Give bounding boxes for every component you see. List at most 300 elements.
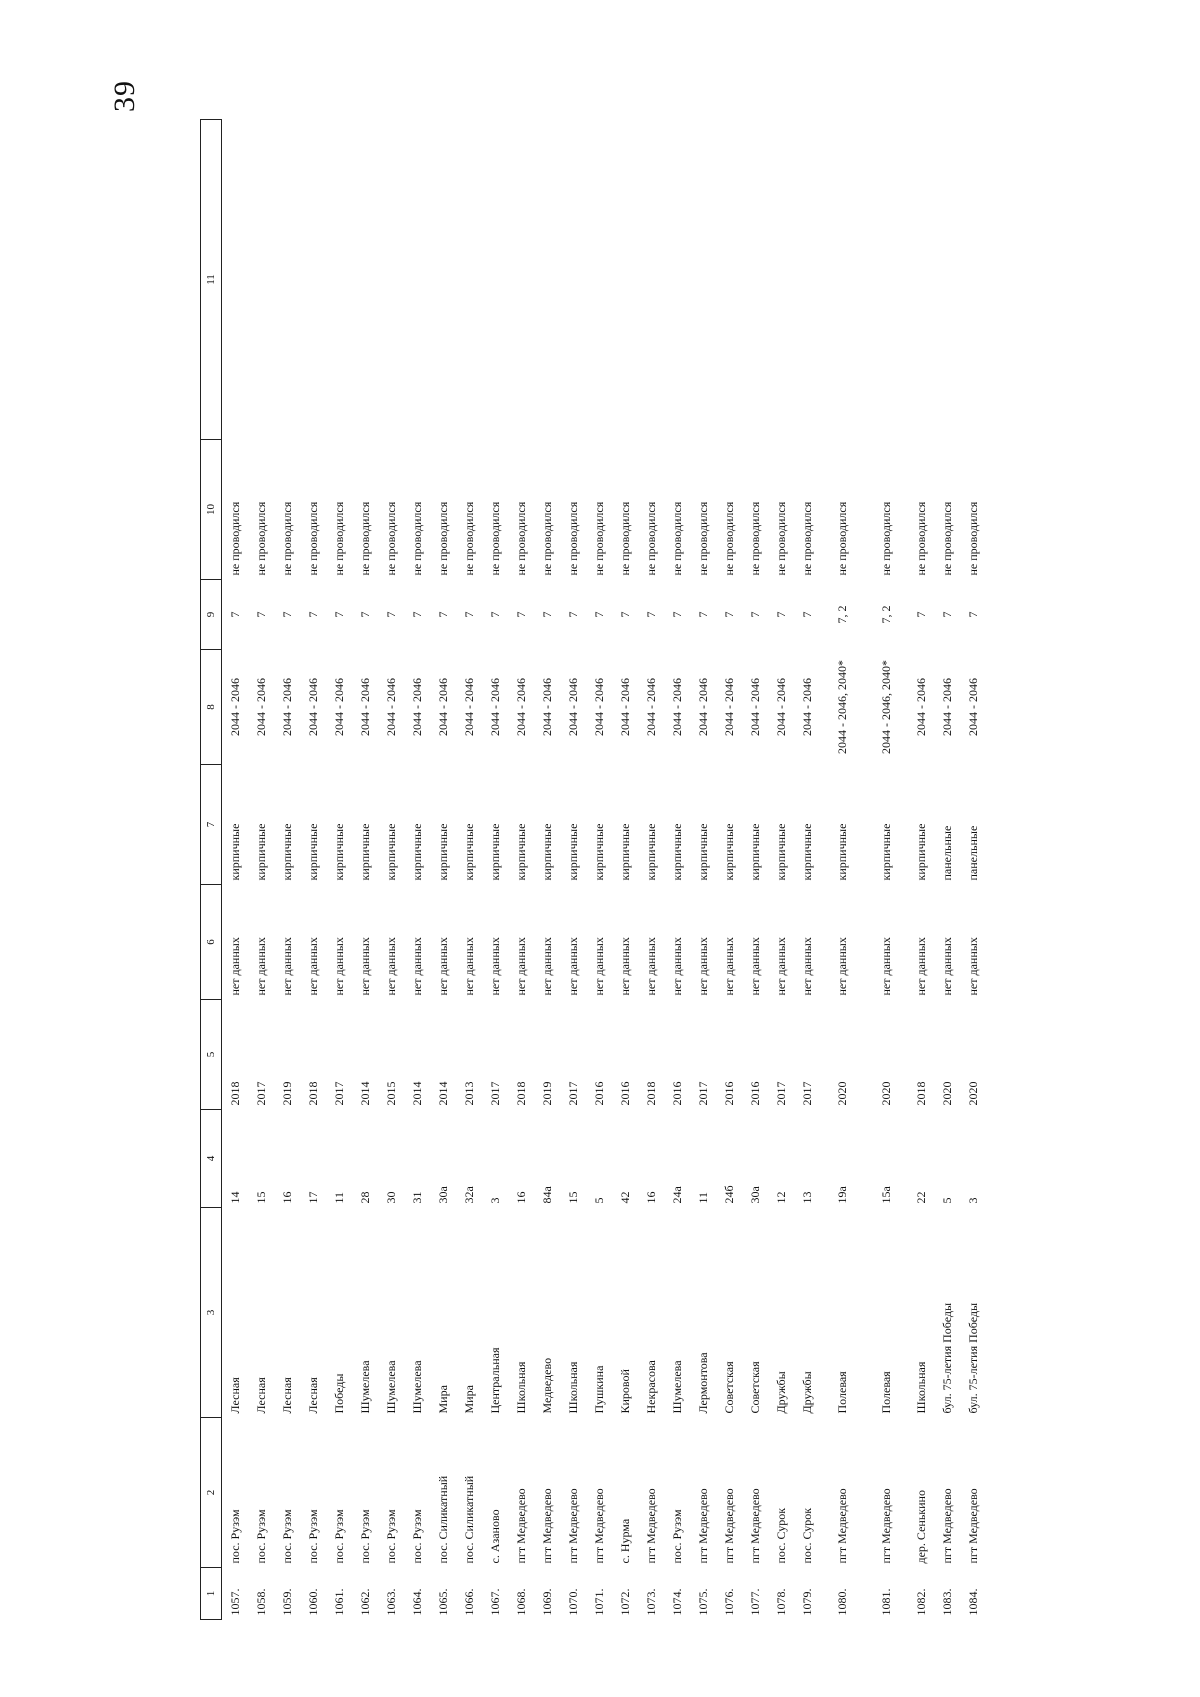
table-row [768, 120, 794, 1620]
year-built-cell: 2017 [695, 1081, 710, 1106]
year-built-cell: 2013 [461, 1081, 476, 1106]
street-cell: Шумелева [669, 1360, 684, 1414]
survey-status-cell: не проводился [409, 501, 424, 576]
row-number-cell: 1082. [913, 1588, 928, 1616]
table-row [716, 120, 742, 1620]
repair-period-cell: 2044 - 2046 [461, 678, 476, 736]
settlement-cell: пгт Медведево [643, 1488, 658, 1564]
wall-material-cell: кирпичные [721, 823, 736, 881]
survey-status-cell: не проводился [383, 501, 398, 576]
row-number-cell: 1059. [279, 1588, 294, 1616]
work-type-cell: 7 [617, 611, 632, 618]
year-built-cell: 2018 [513, 1081, 528, 1106]
table-row [378, 120, 404, 1620]
wear-data-cell: нет данных [913, 937, 928, 996]
settlement-cell: пос. Рузэм [305, 1509, 320, 1564]
repair-period-cell: 2044 - 2046 [965, 678, 980, 736]
repair-period-cell: 2044 - 2046 [331, 678, 346, 736]
settlement-cell: пгт Медведево [965, 1488, 980, 1564]
wear-data-cell: нет данных [513, 937, 528, 996]
work-type-cell: 7 [565, 611, 580, 618]
wear-data-cell: нет данных [227, 937, 242, 996]
survey-status-cell: не проводился [331, 501, 346, 576]
repair-period-cell: 2044 - 2046 [357, 678, 372, 736]
house-number-cell: 16 [513, 1191, 528, 1204]
house-number-cell: 5 [939, 1197, 954, 1204]
wall-material-cell: панельные [939, 825, 954, 881]
work-type-cell: 7 [409, 611, 424, 618]
street-cell: Лермонтова [695, 1352, 710, 1414]
repair-period-cell: 2044 - 2046 [279, 678, 294, 736]
note-cell [352, 120, 378, 440]
wall-material-cell: кирпичные [435, 823, 450, 881]
street-cell: Шумелева [409, 1360, 424, 1414]
wear-data-cell: нет данных [834, 937, 849, 996]
work-type-cell: 7 [305, 611, 320, 618]
note-cell [960, 120, 986, 440]
work-type-cell: 7 [939, 611, 954, 618]
wear-data-cell: нет данных [487, 937, 502, 996]
row-number-cell: 1077. [747, 1588, 762, 1616]
wear-data-cell: нет данных [773, 937, 788, 996]
year-built-cell: 2017 [773, 1081, 788, 1106]
repair-period-cell: 2044 - 2046 [939, 678, 954, 736]
year-built-cell: 2014 [435, 1081, 450, 1106]
note-cell [534, 120, 560, 440]
note-cell [820, 120, 864, 440]
street-cell: Победы [331, 1373, 346, 1414]
work-type-cell: 7 [435, 611, 450, 618]
note-cell [508, 120, 534, 440]
wear-data-cell: нет данных [305, 937, 320, 996]
repair-period-cell: 2044 - 2046 [643, 678, 658, 736]
wall-material-cell: кирпичные [834, 823, 849, 881]
street-cell: Кировой [617, 1369, 632, 1414]
settlement-cell: пос. Сурок [773, 1507, 788, 1564]
year-built-cell: 2020 [939, 1081, 954, 1106]
street-cell: Полевая [878, 1371, 893, 1414]
wear-data-cell: нет данных [591, 937, 606, 996]
year-built-cell: 2018 [227, 1081, 242, 1106]
table-row [326, 120, 352, 1620]
survey-status-cell: не проводился [721, 501, 736, 576]
survey-status-cell: не проводился [539, 501, 554, 576]
survey-status-cell: не проводился [799, 501, 814, 576]
wear-data-cell: нет данных [695, 937, 710, 996]
work-type-cell: 7, 2 [834, 605, 849, 624]
row-number-cell: 1058. [253, 1588, 268, 1616]
settlement-cell: пгт Медведево [591, 1488, 606, 1564]
rotated-table-sheet [200, 120, 1020, 1620]
street-cell: Школьная [565, 1361, 580, 1414]
settlement-cell: с. Азаново [487, 1509, 502, 1564]
column-header: 10 [201, 440, 222, 580]
year-built-cell: 2020 [878, 1081, 893, 1106]
repair-period-cell: 2044 - 2046 [695, 678, 710, 736]
settlement-cell: пгт Медведево [565, 1488, 580, 1564]
house-number-cell: 11 [331, 1191, 346, 1204]
repair-period-cell: 2044 - 2046, 2040* [878, 660, 893, 754]
street-cell: Лесная [227, 1377, 242, 1414]
wall-material-cell: кирпичные [591, 823, 606, 881]
street-cell: Шумелева [383, 1360, 398, 1414]
column-header: 4 [201, 1110, 222, 1208]
note-cell [456, 120, 482, 440]
wall-material-cell: кирпичные [409, 823, 424, 881]
repair-period-cell: 2044 - 2046 [539, 678, 554, 736]
table-row [300, 120, 326, 1620]
house-number-cell: 22 [913, 1191, 928, 1204]
year-built-cell: 2016 [721, 1081, 736, 1106]
street-cell: Полевая [834, 1371, 849, 1414]
year-built-cell: 2016 [591, 1081, 606, 1106]
row-number-cell: 1075. [695, 1588, 710, 1616]
note-cell [248, 120, 274, 440]
note-cell [664, 120, 690, 440]
house-number-cell: 5 [591, 1197, 606, 1204]
settlement-cell: пгт Медведево [834, 1488, 849, 1564]
work-type-cell: 7 [643, 611, 658, 618]
wall-material-cell: панельные [965, 825, 980, 881]
work-type-cell: 7 [591, 611, 606, 618]
work-type-cell: 7 [747, 611, 762, 618]
work-type-cell: 7 [965, 611, 980, 618]
settlement-cell: пгт Медведево [747, 1488, 762, 1564]
repair-period-cell: 2044 - 2046 [773, 678, 788, 736]
repair-period-cell: 2044 - 2046 [913, 678, 928, 736]
house-number-cell: 24б [721, 1185, 736, 1204]
year-built-cell: 2016 [617, 1081, 632, 1106]
row-number-cell: 1081. [878, 1588, 893, 1616]
survey-status-cell: не проводился [617, 501, 632, 576]
survey-status-cell: не проводился [695, 501, 710, 576]
table-header [201, 120, 222, 1620]
repair-period-cell: 2044 - 2046 [409, 678, 424, 736]
row-number-cell: 1078. [773, 1588, 788, 1616]
row-number-cell: 1071. [591, 1588, 606, 1616]
house-number-cell: 30а [435, 1186, 450, 1204]
note-cell [300, 120, 326, 440]
table-row [864, 120, 908, 1620]
survey-status-cell: не проводился [669, 501, 684, 576]
street-cell: Лесная [305, 1377, 320, 1414]
street-cell: Советская [721, 1361, 736, 1414]
year-built-cell: 2019 [539, 1081, 554, 1106]
survey-status-cell: не проводился [279, 501, 294, 576]
house-number-cell: 15 [253, 1191, 268, 1204]
row-number-cell: 1067. [487, 1588, 502, 1616]
row-number-cell: 1063. [383, 1588, 398, 1616]
wear-data-cell: нет данных [331, 937, 346, 996]
row-number-cell: 1065. [435, 1588, 450, 1616]
column-header: 11 [201, 120, 222, 440]
house-number-cell: 14 [227, 1191, 242, 1204]
table-row [908, 120, 934, 1620]
wall-material-cell: кирпичные [669, 823, 684, 881]
street-cell: Шумелева [357, 1360, 372, 1414]
table-row [352, 120, 378, 1620]
wall-material-cell: кирпичные [747, 823, 762, 881]
house-number-cell: 16 [279, 1191, 294, 1204]
wall-material-cell: кирпичные [357, 823, 372, 881]
survey-status-cell: не проводился [747, 501, 762, 576]
table-row [508, 120, 534, 1620]
repair-period-cell: 2044 - 2046 [617, 678, 632, 736]
survey-status-cell: не проводился [834, 501, 849, 576]
year-built-cell: 2019 [279, 1081, 294, 1106]
wear-data-cell: нет данных [383, 937, 398, 996]
row-number-cell: 1066. [461, 1588, 476, 1616]
survey-status-cell: не проводился [513, 501, 528, 576]
wear-data-cell: нет данных [721, 937, 736, 996]
wear-data-cell: нет данных [409, 937, 424, 996]
year-built-cell: 2015 [383, 1081, 398, 1106]
wall-material-cell: кирпичные [461, 823, 476, 881]
survey-status-cell: не проводился [591, 501, 606, 576]
wall-material-cell: кирпичные [227, 823, 242, 881]
street-cell: Лесная [253, 1377, 268, 1414]
wear-data-cell: нет данных [539, 937, 554, 996]
settlement-cell: с. Нурма [617, 1518, 632, 1564]
header-row [201, 120, 222, 1620]
column-header: 6 [201, 885, 222, 1000]
survey-status-cell: не проводился [253, 501, 268, 576]
note-cell [404, 120, 430, 440]
table-row [960, 120, 986, 1620]
street-cell: Мира [461, 1385, 476, 1414]
settlement-cell: дер. Сенькино [913, 1490, 928, 1564]
settlement-cell: пос. Рузэм [279, 1509, 294, 1564]
repair-period-cell: 2044 - 2046 [487, 678, 502, 736]
wall-material-cell: кирпичные [513, 823, 528, 881]
wall-material-cell: кирпичные [305, 823, 320, 881]
note-cell [430, 120, 456, 440]
wear-data-cell: нет данных [253, 937, 268, 996]
house-number-cell: 12 [773, 1191, 788, 1204]
table-row [430, 120, 456, 1620]
year-built-cell: 2017 [487, 1081, 502, 1106]
survey-status-cell: не проводился [939, 501, 954, 576]
table-row [586, 120, 612, 1620]
settlement-cell: пос. Силикатный [461, 1475, 476, 1564]
year-built-cell: 2014 [409, 1081, 424, 1106]
settlement-cell: пос. Рузэм [253, 1509, 268, 1564]
house-number-cell: 15а [878, 1186, 893, 1204]
street-cell: Советская [747, 1361, 762, 1414]
house-number-cell: 84а [539, 1186, 554, 1204]
settlement-cell: пос. Рузэм [409, 1509, 424, 1564]
wear-data-cell: нет данных [617, 937, 632, 996]
house-number-cell: 42 [617, 1191, 632, 1204]
house-number-cell: 11 [695, 1191, 710, 1204]
note-cell [794, 120, 820, 440]
work-type-cell: 7 [331, 611, 346, 618]
column-header: 8 [201, 650, 222, 765]
wall-material-cell: кирпичные [773, 823, 788, 881]
row-number-cell: 1060. [305, 1588, 320, 1616]
repair-period-cell: 2044 - 2046 [253, 678, 268, 736]
wall-material-cell: кирпичные [913, 823, 928, 881]
year-built-cell: 2018 [305, 1081, 320, 1106]
table-row [794, 120, 820, 1620]
year-built-cell: 2020 [834, 1081, 849, 1106]
table-row [482, 120, 508, 1620]
note-cell [908, 120, 934, 440]
wall-material-cell: кирпичные [695, 823, 710, 881]
repair-period-cell: 2044 - 2046 [305, 678, 320, 736]
settlement-cell: пгт Медведево [721, 1488, 736, 1564]
note-cell [378, 120, 404, 440]
repair-period-cell: 2044 - 2046 [721, 678, 736, 736]
year-built-cell: 2016 [747, 1081, 762, 1106]
repair-period-cell: 2044 - 2046 [669, 678, 684, 736]
table-body [222, 120, 987, 1620]
row-number-cell: 1073. [643, 1588, 658, 1616]
survey-status-cell: не проводился [435, 501, 450, 576]
wear-data-cell: нет данных [669, 937, 684, 996]
street-cell: бул. 75-летия Победы [939, 1302, 954, 1414]
wear-data-cell: нет данных [747, 937, 762, 996]
table-row [742, 120, 768, 1620]
wear-data-cell: нет данных [279, 937, 294, 996]
street-cell: Школьная [913, 1361, 928, 1414]
repair-period-cell: 2044 - 2046 [383, 678, 398, 736]
year-built-cell: 2017 [565, 1081, 580, 1106]
wall-material-cell: кирпичные [487, 823, 502, 881]
settlement-cell: пгт Медведево [939, 1488, 954, 1564]
table-row [404, 120, 430, 1620]
work-type-cell: 7 [383, 611, 398, 618]
year-built-cell: 2014 [357, 1081, 372, 1106]
note-cell [690, 120, 716, 440]
wall-material-cell: кирпичные [617, 823, 632, 881]
street-cell: Медведево [539, 1357, 554, 1414]
street-cell: Дружбы [799, 1371, 814, 1414]
street-cell: Пушкина [591, 1365, 606, 1414]
wall-material-cell: кирпичные [878, 823, 893, 881]
column-header: 7 [201, 765, 222, 885]
year-built-cell: 2018 [913, 1081, 928, 1106]
table-row [534, 120, 560, 1620]
note-cell [716, 120, 742, 440]
wear-data-cell: нет данных [435, 937, 450, 996]
work-type-cell: 7 [279, 611, 294, 618]
note-cell [222, 120, 249, 440]
repair-period-cell: 2044 - 2046 [565, 678, 580, 736]
table-row [248, 120, 274, 1620]
repair-period-cell: 2044 - 2046 [799, 678, 814, 736]
survey-status-cell: не проводился [227, 501, 242, 576]
work-type-cell: 7 [773, 611, 788, 618]
work-type-cell: 7 [799, 611, 814, 618]
settlement-cell: пос. Рузэм [669, 1509, 684, 1564]
house-number-cell: 3 [487, 1197, 502, 1204]
survey-status-cell: не проводился [965, 501, 980, 576]
note-cell [768, 120, 794, 440]
table-row [274, 120, 300, 1620]
row-number-cell: 1057. [227, 1588, 242, 1616]
row-number-cell: 1079. [799, 1588, 814, 1616]
settlement-cell: пгт Медведево [513, 1488, 528, 1564]
row-number-cell: 1064. [409, 1588, 424, 1616]
table-row [690, 120, 716, 1620]
year-built-cell: 2020 [965, 1081, 980, 1106]
street-cell: Дружбы [773, 1371, 788, 1414]
house-number-cell: 15 [565, 1191, 580, 1204]
street-cell: Школьная [513, 1361, 528, 1414]
work-type-cell: 7 [461, 611, 476, 618]
street-cell: Некрасова [643, 1360, 658, 1414]
wall-material-cell: кирпичные [539, 823, 554, 881]
page-number: 39 [108, 80, 141, 112]
table-row [820, 120, 864, 1620]
survey-status-cell: не проводился [565, 501, 580, 576]
column-header: 5 [201, 1000, 222, 1110]
house-number-cell: 28 [357, 1191, 372, 1204]
survey-status-cell: не проводился [643, 501, 658, 576]
note-cell [742, 120, 768, 440]
column-header: 1 [201, 1568, 222, 1620]
table-row [456, 120, 482, 1620]
work-type-cell: 7 [695, 611, 710, 618]
survey-status-cell: не проводился [305, 501, 320, 576]
settlement-cell: пос. Рузэм [227, 1509, 242, 1564]
house-number-cell: 30 [383, 1191, 398, 1204]
survey-status-cell: не проводился [773, 501, 788, 576]
work-type-cell: 7 [253, 611, 268, 618]
table-row [934, 120, 960, 1620]
repair-period-cell: 2044 - 2046 [513, 678, 528, 736]
wall-material-cell: кирпичные [383, 823, 398, 881]
settlement-cell: пгт Медведево [878, 1488, 893, 1564]
repair-period-cell: 2044 - 2046 [227, 678, 242, 736]
settlement-cell: пос. Рузэм [331, 1509, 346, 1564]
house-number-cell: 30а [747, 1186, 762, 1204]
year-built-cell: 2016 [669, 1081, 684, 1106]
wear-data-cell: нет данных [939, 937, 954, 996]
house-number-cell: 16 [643, 1191, 658, 1204]
street-cell: Лесная [279, 1377, 294, 1414]
work-type-cell: 7 [721, 611, 736, 618]
house-number-cell: 17 [305, 1191, 320, 1204]
row-number-cell: 1080. [834, 1588, 849, 1616]
wear-data-cell: нет данных [643, 937, 658, 996]
house-number-cell: 32а [461, 1186, 476, 1204]
row-number-cell: 1072. [617, 1588, 632, 1616]
street-cell: Центральная [487, 1347, 502, 1414]
work-type-cell: 7 [357, 611, 372, 618]
note-cell [612, 120, 638, 440]
street-cell: бул. 75-летия Победы [965, 1302, 980, 1414]
survey-status-cell: не проводился [487, 501, 502, 576]
year-built-cell: 2018 [643, 1081, 658, 1106]
work-type-cell: 7, 2 [878, 605, 893, 624]
row-number-cell: 1084. [965, 1588, 980, 1616]
wear-data-cell: нет данных [461, 937, 476, 996]
survey-status-cell: не проводился [878, 501, 893, 576]
year-built-cell: 2017 [253, 1081, 268, 1106]
settlement-cell: пос. Силикатный [435, 1475, 450, 1564]
house-number-cell: 19а [834, 1186, 849, 1204]
wall-material-cell: кирпичные [799, 823, 814, 881]
wall-material-cell: кирпичные [643, 823, 658, 881]
work-type-cell: 7 [913, 611, 928, 618]
repair-period-cell: 2044 - 2046, 2040* [834, 660, 849, 754]
note-cell [586, 120, 612, 440]
settlement-cell: пгт Медведево [695, 1488, 710, 1564]
note-cell [482, 120, 508, 440]
house-number-cell: 13 [799, 1191, 814, 1204]
